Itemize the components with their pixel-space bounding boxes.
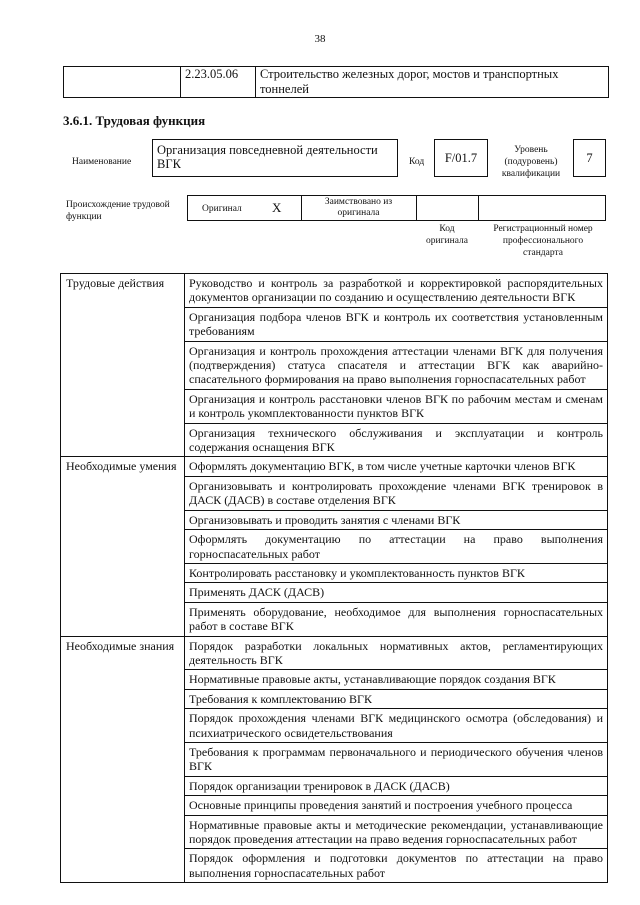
function-code: F/01.7	[434, 139, 488, 177]
table-cell: Порядок прохождения членами ВГК медицинского осмотра (обследования) и психиатрического освидетельствования	[185, 709, 608, 743]
table-cell: Организовывать и проводить занятия с членами ВГК	[185, 510, 608, 529]
divider	[416, 195, 417, 221]
table-cell: Организация технического обслуживания и эксплуатации и контроль содержания оснащения ВГК	[185, 423, 608, 457]
origin-row	[187, 195, 606, 221]
section-label: Трудовые действия	[61, 274, 185, 457]
table-cell: Требования к комплектованию ВГК	[185, 689, 608, 708]
occupation-row-table	[63, 66, 609, 98]
table-cell: Контролировать расстановку и укомплектованность пунктов ВГК	[185, 563, 608, 582]
original-mark: X	[272, 200, 282, 215]
table-cell: Требования к программам первоначального и периодического обучения членов ВГК	[185, 742, 608, 776]
code-label: Код	[409, 157, 425, 167]
table-cell: Руководство и контроль за разработкой и корректировкой распорядительных документов организации по созданию и осуществлению деятельности ВГК	[185, 274, 608, 308]
level-label: Уровень (подуровень) квалификации	[501, 145, 561, 179]
section-label: Необходимые знания	[61, 636, 185, 883]
table-cell: Порядок разработки локальных нормативных актов, регламентирующих деятельность ВГК	[185, 636, 608, 670]
table-cell: Организация и контроль расстановки членов ВГК по рабочим местам и сменам и контроль укомплектованности пунктов ВГК	[185, 389, 608, 423]
level-value: 7	[573, 139, 606, 177]
table-cell: Оформлять документацию ВГК, в том числе учетные карточки членов ВГК	[185, 457, 608, 476]
table-cell: Оформлять документацию по аттестации на право выполнения горноспасательных работ	[185, 530, 608, 564]
table-cell: Порядок организации тренировок в ДАСК (ДАСВ)	[185, 776, 608, 795]
original-label: Оригинал	[202, 204, 242, 214]
table-row	[61, 457, 608, 476]
section-title: 3.6.1. Трудовая функция	[63, 113, 206, 128]
table-cell: Применять ДАСК (ДАСВ)	[185, 583, 608, 602]
table-cell: Применять оборудование, необходимое для выполнения горноспасательных работ в составе ВГК	[185, 602, 608, 636]
table-row	[61, 636, 608, 670]
name-label: Наименование	[72, 157, 132, 167]
section-label: Необходимые умения	[61, 457, 185, 636]
borrowed-label: Заимствовано из оригинала	[324, 197, 393, 218]
occupation-title: Строительство железных дорог, мостов и транспортных тоннелей	[256, 67, 609, 98]
function-name: Организация повседневной деятельности ВГК	[152, 139, 398, 177]
code-original-label: Код оригинала	[426, 224, 468, 246]
occupation-code: 2.23.05.06	[181, 67, 256, 98]
table-cell: Нормативные правовые акты и методические рекомендации, устанавливающие порядок проведения аттестации на право ведения горноспасательных работ	[185, 815, 608, 849]
table-cell: Организация и контроль прохождения аттестации членами ВГК для получения (подтверждения) статуса спасателя и аттестации ВГК как аварийно-спасательного формирования на право выполнения горноспасательных работ	[185, 341, 608, 389]
table-cell: Порядок оформления и подготовки документов по аттестации на право выполнения горноспасательных работ	[185, 849, 608, 883]
divider	[478, 195, 479, 221]
page-number: 38	[314, 33, 326, 45]
table-cell: Организовывать и контролировать прохождение членами ВГК тренировок в ДАСК (ДАСВ) в составе отделения ВГК	[185, 476, 608, 510]
table-cell: Нормативные правовые акты, устанавливающие порядок создания ВГК	[185, 670, 608, 689]
reg-number-label: Регистрационный номер профессионального стандарта	[493, 224, 593, 258]
table-cell: Основные принципы проведения занятий и построения учебного процесса	[185, 796, 608, 815]
table-row	[61, 274, 608, 308]
labor-function-table	[60, 273, 608, 883]
table-cell: Организация подбора членов ВГК и контроль их соответствия установленным требованиям	[185, 307, 608, 341]
empty-cell	[64, 67, 181, 98]
origin-label: Происхождение трудовой функции	[66, 200, 170, 222]
divider	[301, 195, 302, 221]
